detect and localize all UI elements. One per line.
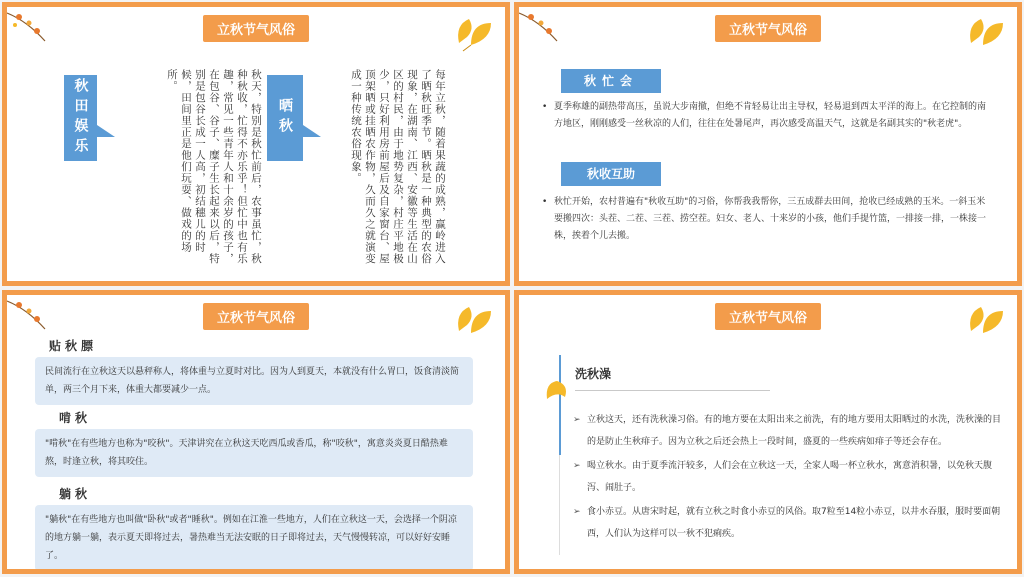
ginkgo-leaf-icon	[453, 13, 497, 53]
text-qiushou-huzhu: • 秋忙开始，农村普遍有"秋收互助"的习俗，你帮我我帮你，三五成群去田间，抢收已经成熟的玉米。一斜玉米要搬四次：头茬、二茬、三茬、捞空茬。妇女、老人、十来岁的小孩，他们手提竹篮，一排接一排，一株接一株，挨着个儿去搬。	[554, 194, 994, 245]
text-qiumanghui: • 夏季称雄的副热带高压，虽说大步南撤，但绝不肯轻易让出主导权，轻易退到西太平洋的海上。在它控制的南方地区，刚刚感受一丝秋凉的人们，往往在处暑尾声，再次感受高温天气，这就是名副其实的"秋老虎"。	[554, 99, 994, 133]
slide-title: 立秋节气风俗	[203, 15, 309, 42]
ginkgo-leaf-icon	[965, 13, 1009, 53]
tag-qiushou-huzhu: 秋收互助	[561, 162, 661, 186]
text-tangqiu: "躺秋"在有些地方也叫做"卧秋"或者"睡秋"。例如在江淮一些地方，人们在立秋这一天，会选择一个阴凉的地方躺一躺，表示夏天即将过去，暑热难当无法安眠的日子即将过去，天气慢慢转凉，可以好好安睡了。	[35, 505, 473, 571]
arrow-icon: ➢	[573, 507, 581, 517]
bullet-icon: •	[542, 197, 548, 207]
tag-qiutian-yule: 秋田娱乐	[64, 75, 97, 161]
slide-title: 立秋节气风俗	[203, 303, 309, 330]
timeline-line	[559, 355, 561, 455]
timeline-line	[559, 455, 560, 555]
text-qiutian-yule: 秋天，特别是秋忙前后，农事虽忙，秋种秋收，忙得不亦乐乎！但忙中也有乐趣，常见一些青年人和十余岁的孩子，在包谷、谷子、糜子生长起来以后，特别是包谷长成一人高，初结穗儿的时候，田间里正是他们玩耍、做戏的场所。	[166, 69, 262, 265]
list-item: ➢ 食小赤豆。从唐宋时起，就有立秋之时食小赤豆的风俗。取7粒至14粒小赤豆，以井水吞服，服时要面朝西，人们认为这样可以一秋不犯痢疾。	[587, 501, 1007, 545]
slide-1[interactable]	[2, 2, 510, 286]
divider	[575, 390, 770, 391]
slide-title: 立秋节气风俗	[715, 15, 821, 42]
text-kenqiu: "啃秋"在有些地方也称为"咬秋"。天津讲究在立秋这天吃西瓜或香瓜，称"咬秋"，寓意炎炎夏日酷热难熬，时逢立秋，将其咬住。	[35, 429, 473, 477]
text-tieqiubiao: 民间流行在立秋这天以悬秤称人，将体重与立夏时对比。因为人到夏天，本就没有什么胃口，饭食清淡简单，两三个月下来，体重大都要减少一点。	[35, 357, 473, 405]
ginkgo-leaf-icon	[543, 377, 571, 405]
arrow-icon: ➢	[573, 461, 581, 471]
slide-title: 立秋节气风俗	[715, 303, 821, 330]
heading-tieqiubiao: 贴秋膘	[49, 339, 98, 353]
autumn-twig-icon	[7, 295, 67, 335]
arrow-icon: ➢	[573, 415, 581, 425]
ginkgo-leaf-icon	[453, 301, 497, 341]
list-item: ➢ 立秋这天，还有洗秋澡习俗。有的地方要在太阳出来之前洗，有的地方要用太阳晒过的水洗，洗秋澡的目的是防止生秋痱子。因为立秋之后还会热上一段时间，盛夏的一些疾病如痱子等还会存在。	[587, 409, 1007, 453]
bullet-icon: •	[542, 102, 548, 112]
ginkgo-leaf-icon	[965, 301, 1009, 341]
slide-2[interactable]	[514, 2, 1022, 286]
tag-arrow	[97, 125, 115, 137]
heading-tangqiu: 躺秋	[59, 487, 92, 501]
tag-shaiqiu: 晒秋	[267, 75, 303, 161]
slide-4[interactable]	[514, 290, 1022, 574]
text-shaiqiu: 每年立秋，随着果蔬的成熟，赢岭进入了晒秋旺季节。晒秋是一种典型的农俗现象，在湖南、江西、安徽等生活在山区的村民，由于地势复杂，村庄平地极少，只好利用房前屋后及自家窗台、屋顶架晒或挂晒农作物，久而久之就演变成一种传统农俗现象。	[350, 69, 446, 265]
autumn-twig-icon	[519, 7, 579, 47]
tag-qiumanghui: 秋忙会	[561, 69, 661, 93]
heading-kenqiu: 啃秋	[59, 411, 92, 425]
heading-xiqiuzao: 洗秋澡	[575, 367, 612, 381]
slide-3[interactable]	[2, 290, 510, 574]
list-item: ➢ 喝立秋水。由于夏季流汗较多，人们会在立秋这一天，全家人喝一杯立秋水，寓意消积暑，以免秋天腹泻、闹肚子。	[587, 455, 1007, 499]
autumn-twig-icon	[7, 7, 67, 47]
